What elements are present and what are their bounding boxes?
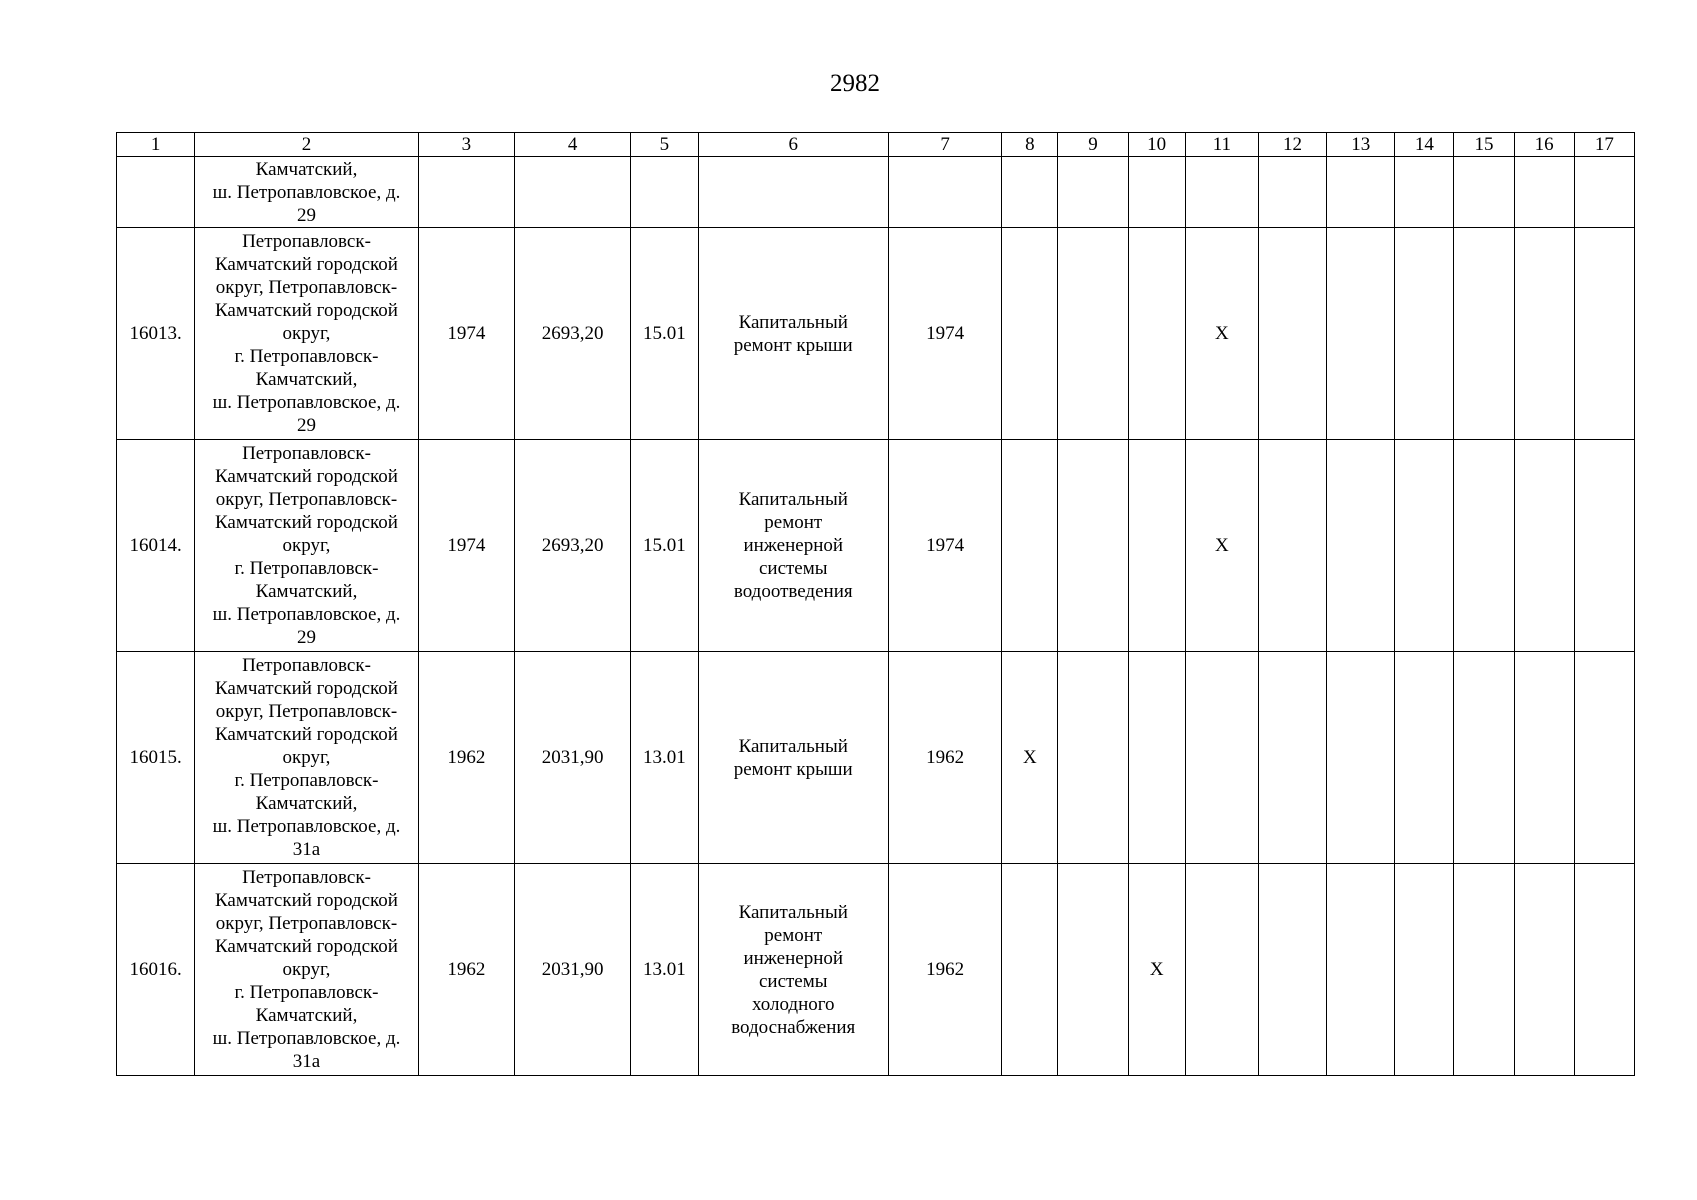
column-number: 4: [515, 133, 631, 157]
year-cell: 1962: [418, 864, 514, 1076]
row-number-cell: 16016.: [117, 864, 195, 1076]
page-number: 2982: [830, 70, 880, 97]
mark-cell: [1454, 228, 1514, 440]
column-number: 14: [1395, 133, 1454, 157]
mark-cell: [1002, 228, 1058, 440]
mark-cell: [1258, 864, 1326, 1076]
empty-cell: [1185, 157, 1258, 228]
mark-cell: [1258, 652, 1326, 864]
mark-cell: [1454, 864, 1514, 1076]
column-number: 2: [195, 133, 419, 157]
mark-cell: [1058, 228, 1128, 440]
area-cell: 2693,20: [515, 440, 631, 652]
empty-cell: [889, 157, 1002, 228]
year-cell: 1974: [889, 228, 1002, 440]
column-number: 8: [1002, 133, 1058, 157]
mark-cell: [1128, 652, 1185, 864]
address-cell: Петропавловск- Камчатский городской округ, Петропавловск- Камчатский городской округ, г. Петропавловск- Камчатский, ш. Петропавловское, д. 29: [195, 228, 419, 440]
mark-cell: [1454, 652, 1514, 864]
mark-cell: [1327, 228, 1395, 440]
row-number-cell: 16015.: [117, 652, 195, 864]
table-row: [117, 864, 1635, 1076]
year-cell: 1974: [418, 228, 514, 440]
mark-cell: [1058, 864, 1128, 1076]
column-number: 3: [418, 133, 514, 157]
mark-cell: [1058, 652, 1128, 864]
mark-cell: [1395, 440, 1454, 652]
mark-cell: X: [1185, 440, 1258, 652]
mark-cell: [1395, 864, 1454, 1076]
mark-cell: [1258, 228, 1326, 440]
address-cell: Петропавловск- Камчатский городской округ, Петропавловск- Камчатский городской округ, г. Петропавловск- Камчатский, ш. Петропавловское, д. 31а: [195, 652, 419, 864]
empty-cell: [1395, 157, 1454, 228]
mark-cell: [1574, 440, 1634, 652]
empty-cell: [1514, 157, 1574, 228]
registry-table: [116, 132, 1635, 1076]
column-number: 17: [1574, 133, 1634, 157]
column-number: 11: [1185, 133, 1258, 157]
table-row: [117, 440, 1635, 652]
code-cell: 13.01: [631, 652, 698, 864]
column-number: 16: [1514, 133, 1574, 157]
mark-cell: [1327, 864, 1395, 1076]
mark-cell: [1574, 864, 1634, 1076]
column-number: 1: [117, 133, 195, 157]
area-cell: 2031,90: [515, 652, 631, 864]
work-type-cell: Капитальный ремонт крыши: [698, 652, 889, 864]
year-cell: 1974: [418, 440, 514, 652]
mark-cell: [1185, 652, 1258, 864]
mark-cell: [1514, 228, 1574, 440]
mark-cell: [1128, 228, 1185, 440]
mark-cell: [1574, 228, 1634, 440]
empty-cell: [1574, 157, 1634, 228]
mark-cell: [1327, 440, 1395, 652]
year-cell: 1962: [889, 864, 1002, 1076]
mark-cell: [1514, 440, 1574, 652]
empty-cell: [418, 157, 514, 228]
column-number: 9: [1058, 133, 1128, 157]
mark-cell: [1002, 864, 1058, 1076]
column-number: 15: [1454, 133, 1514, 157]
year-cell: 1962: [889, 652, 1002, 864]
mark-cell: [1058, 440, 1128, 652]
mark-cell: [1128, 440, 1185, 652]
mark-cell: [1574, 652, 1634, 864]
mark-cell: X: [1002, 652, 1058, 864]
empty-cell: [1258, 157, 1326, 228]
empty-cell: [117, 157, 195, 228]
code-cell: 15.01: [631, 440, 698, 652]
table-row: [117, 228, 1635, 440]
address-cell: Камчатский, ш. Петропавловское, д. 29: [195, 157, 419, 228]
code-cell: 13.01: [631, 864, 698, 1076]
empty-cell: [1058, 157, 1128, 228]
mark-cell: [1258, 440, 1326, 652]
area-cell: 2031,90: [515, 864, 631, 1076]
mark-cell: [1514, 864, 1574, 1076]
empty-cell: [698, 157, 889, 228]
column-number: 6: [698, 133, 889, 157]
address-cell: Петропавловск- Камчатский городской округ, Петропавловск- Камчатский городской округ, г. Петропавловск- Камчатский, ш. Петропавловское, д. 29: [195, 440, 419, 652]
empty-cell: [1002, 157, 1058, 228]
empty-cell: [515, 157, 631, 228]
mark-cell: [1514, 652, 1574, 864]
work-type-cell: Капитальный ремонт крыши: [698, 228, 889, 440]
mark-cell: [1395, 652, 1454, 864]
work-type-cell: Капитальный ремонт инженерной системы холодного водоснабжения: [698, 864, 889, 1076]
mark-cell: [1185, 864, 1258, 1076]
mark-cell: [1395, 228, 1454, 440]
year-cell: 1974: [889, 440, 1002, 652]
empty-cell: [631, 157, 698, 228]
row-number-cell: 16013.: [117, 228, 195, 440]
empty-cell: [1327, 157, 1395, 228]
address-cell: Петропавловск- Камчатский городской округ, Петропавловск- Камчатский городской округ, г. Петропавловск- Камчатский, ш. Петропавловское, д. 31а: [195, 864, 419, 1076]
area-cell: 2693,20: [515, 228, 631, 440]
mark-cell: [1002, 440, 1058, 652]
mark-cell: X: [1185, 228, 1258, 440]
row-number-cell: 16014.: [117, 440, 195, 652]
column-number: 12: [1258, 133, 1326, 157]
mark-cell: X: [1128, 864, 1185, 1076]
column-number: 5: [631, 133, 698, 157]
year-cell: 1962: [418, 652, 514, 864]
table-row-continued: [117, 157, 1635, 228]
code-cell: 15.01: [631, 228, 698, 440]
column-number: 10: [1128, 133, 1185, 157]
table-row: [117, 652, 1635, 864]
column-number-row: [117, 133, 1635, 157]
column-number: 7: [889, 133, 1002, 157]
empty-cell: [1454, 157, 1514, 228]
empty-cell: [1128, 157, 1185, 228]
column-number: 13: [1327, 133, 1395, 157]
work-type-cell: Капитальный ремонт инженерной системы водоотведения: [698, 440, 889, 652]
mark-cell: [1327, 652, 1395, 864]
mark-cell: [1454, 440, 1514, 652]
